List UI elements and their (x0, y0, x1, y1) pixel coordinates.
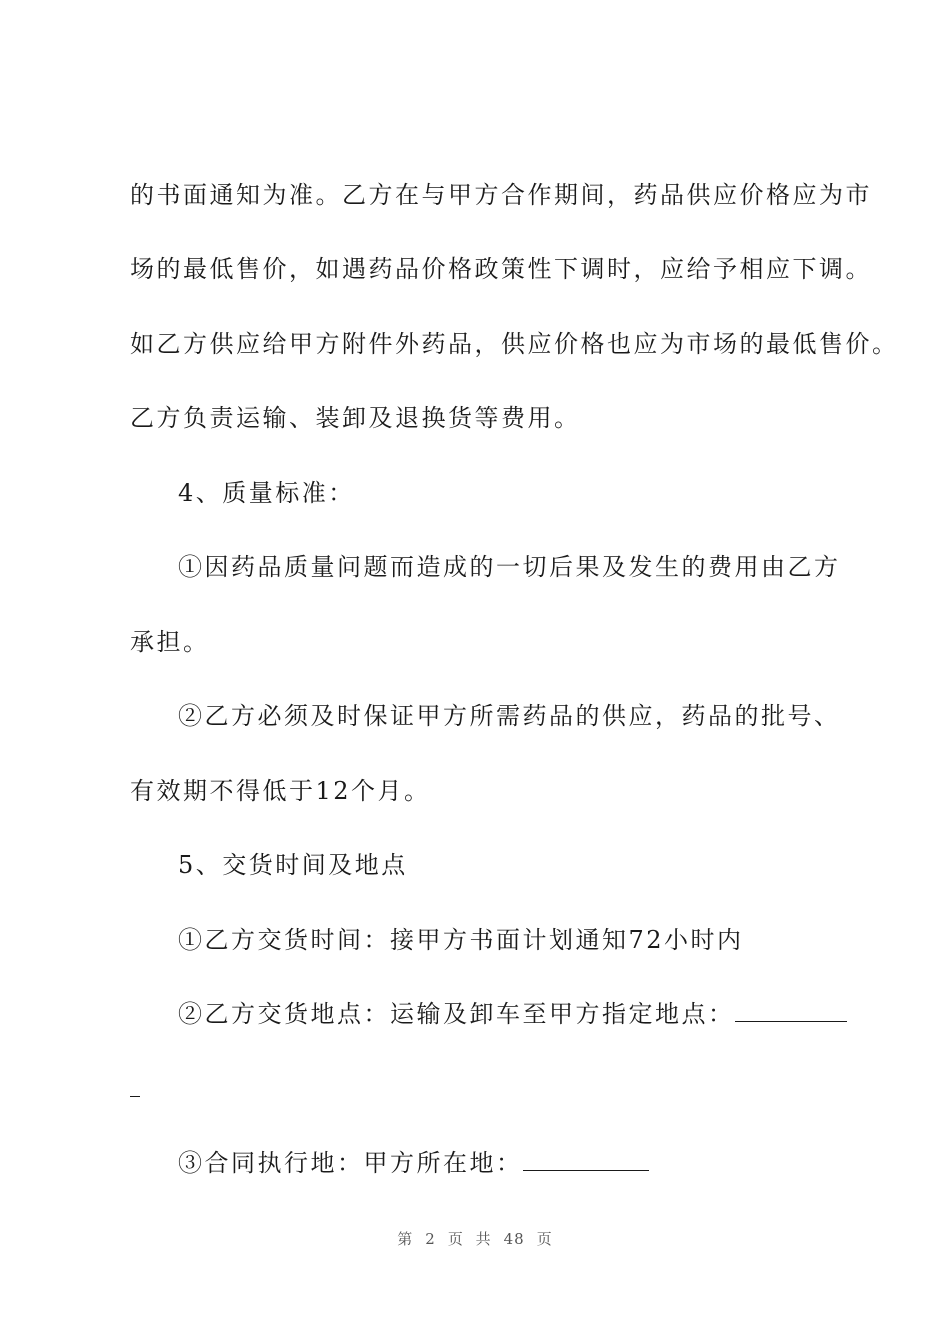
delivery-location-line (178, 997, 847, 1031)
execution-place-label: ③合同执行地：甲方所在地： (178, 1149, 523, 1177)
paragraph-line: 场的最低售价，如遇药品价格政策性下调时，应给予相应下调。 (130, 255, 872, 283)
fill-in-blank (130, 1074, 140, 1097)
paragraph-line: 承担。 (130, 628, 210, 656)
execution-place-line (178, 1146, 649, 1180)
paragraph-line: ①因药品质量问题而造成的一切后果及发生的费用由乙方 (178, 553, 841, 581)
page-footer (0, 1228, 950, 1249)
footer-suffix: 页 (536, 1230, 553, 1248)
paragraph-line: 的书面通知为准。乙方在与甲方合作期间，药品供应价格应为市 (130, 181, 872, 209)
footer-prefix: 第 (397, 1230, 414, 1248)
blank-continuation-line (130, 1072, 140, 1106)
footer-total-pages: 48 (503, 1230, 525, 1248)
delivery-location-label: ②乙方交货地点：运输及卸车至甲方指定地点： (178, 1000, 735, 1028)
footer-middle: 页 共 (447, 1230, 492, 1248)
fill-in-blank (735, 999, 847, 1022)
footer-page-number: 2 (425, 1230, 436, 1248)
paragraph-line: 乙方负责运输、装卸及退换货等费用。 (130, 404, 581, 432)
paragraph-line: ②乙方必须及时保证甲方所需药品的供应，药品的批号、 (178, 702, 841, 730)
paragraph-line: 有效期不得低于12个月。 (130, 777, 431, 805)
paragraph-line: 如乙方供应给甲方附件外药品，供应价格也应为市场的最低售价。 (130, 330, 899, 358)
fill-in-blank (523, 1148, 649, 1171)
paragraph-line: ①乙方交货时间：接甲方书面计划通知72小时内 (178, 926, 744, 954)
section-heading-quality: 4、质量标准： (178, 479, 355, 507)
section-heading-delivery: 5、交货时间及地点 (178, 851, 408, 879)
